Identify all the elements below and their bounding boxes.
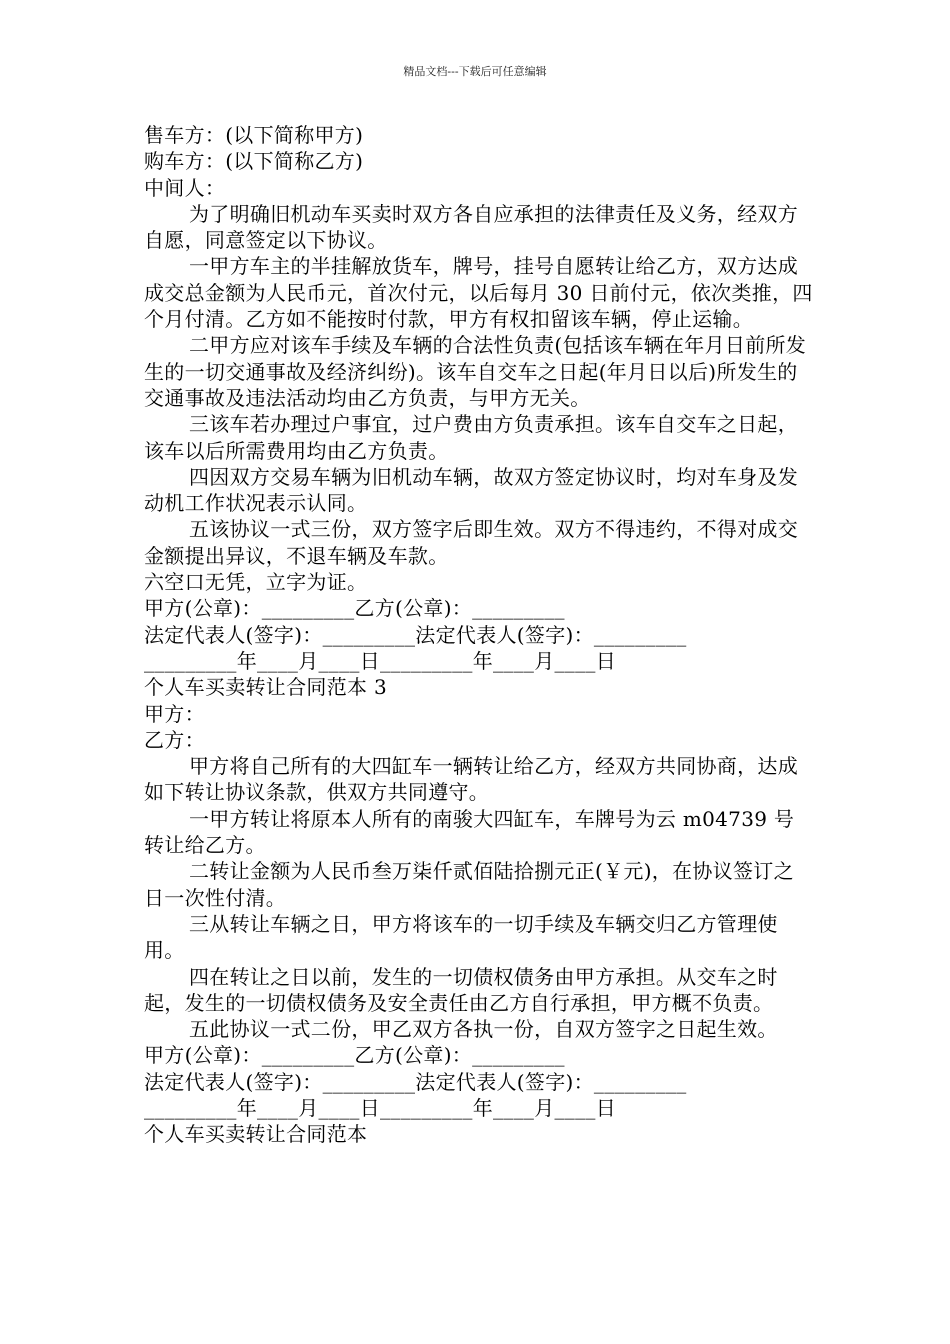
clause-5-paragraph-2: 五此协议一式二份，甲乙双方各执一份，自双方签字之日起生效。 bbox=[189, 1017, 778, 1042]
clause-1-paragraph: 一甲方车主的半挂解放货车，牌号，挂号自愿转让给乙方，双方达成成交总金额为人民币元，首次付元，以后每月 30 日前付元，依次类推，四个月付清。乙方如不能按时付款，甲方有权扣留该车辆，停止运输。 bbox=[144, 254, 813, 332]
document-body bbox=[144, 122, 814, 1148]
party-b-line: 乙方： bbox=[144, 727, 205, 752]
buyer-line: 购车方：(以下简称乙方) bbox=[144, 149, 364, 174]
signature-line: 法定代表人(签字)：_________法定代表人(签字)：_________ bbox=[144, 622, 687, 647]
clause-6-line: 六空口无凭，立字为证。 bbox=[144, 570, 368, 595]
signature-line-2: 法定代表人(签字)：_________法定代表人(签字)：_________ bbox=[144, 1069, 687, 1094]
page-header: 精品文档---下载后可任意编辑 bbox=[403, 65, 547, 78]
party-a-line: 甲方： bbox=[144, 701, 205, 726]
date-line-2: _________年____月____日_________年____月____日 bbox=[144, 1095, 616, 1120]
preamble-paragraph-2: 甲方将自己所有的大四缸车一辆转让给乙方，经双方共同协商，达成如下转让协议条款，供双方共同遵守。 bbox=[144, 754, 798, 805]
seal-line: 甲方(公章)：_________乙方(公章)：_________ bbox=[144, 596, 565, 621]
section-title: 个人车买卖转让合同范本 3 bbox=[144, 675, 387, 700]
clause-2-paragraph-2: 二转让金额为人民币叁万柒仟贰佰陆拾捌元正(￥元)，在协议签订之日一次性付清。 bbox=[144, 859, 794, 910]
clause-5-paragraph: 五该协议一式三份，双方签字后即生效。双方不得违约，不得对成交金额提出异议，不退车辆及车款。 bbox=[144, 517, 798, 568]
seal-line-2: 甲方(公章)：_________乙方(公章)：_________ bbox=[144, 1043, 565, 1068]
clause-1-paragraph-2: 一甲方转让将原本人所有的南骏大四缸车，车牌号为云 m04739 号转让给乙方。 bbox=[144, 806, 795, 858]
clause-4-paragraph-2: 四在转让之日以前，发生的一切债权债务由甲方承担。从交车之时起，发生的一切债权债务及安全责任由乙方自行承担，甲方概不负责。 bbox=[144, 964, 778, 1015]
date-line: _________年____月____日_________年____月____日 bbox=[144, 648, 616, 673]
seller-line: 售车方：(以下简称甲方) bbox=[144, 123, 364, 147]
clause-3-paragraph: 三该车若办理过户事宜，过户费由方负责承担。该车自交车之日起，该车以后所需费用均由乙方负责。 bbox=[144, 412, 798, 463]
preamble-paragraph: 为了明确旧机动车买卖时双方各自应承担的法律责任及义务，经双方自愿，同意签定以下协议。 bbox=[144, 201, 798, 253]
clause-3-paragraph-2: 三从转让车辆之日，甲方将该车的一切手续及车辆交归乙方管理使用。 bbox=[144, 911, 778, 963]
clause-4-paragraph: 四因双方交易车辆为旧机动车辆，故双方签定协议时，均对车身及发动机工作状况表示认同。 bbox=[144, 464, 798, 516]
intermediary-line: 中间人： bbox=[144, 175, 226, 200]
section-title-2: 个人车买卖转让合同范本 bbox=[144, 1122, 368, 1147]
clause-2-paragraph: 二甲方应对该车手续及车辆的合法性负责(包括该车辆在年月日前所发生的一切交通事故及经济纠纷)。该车自交车之日起(年月日以后)所发生的交通事故及违法活动均由乙方负责，与甲方无关。 bbox=[144, 333, 807, 410]
